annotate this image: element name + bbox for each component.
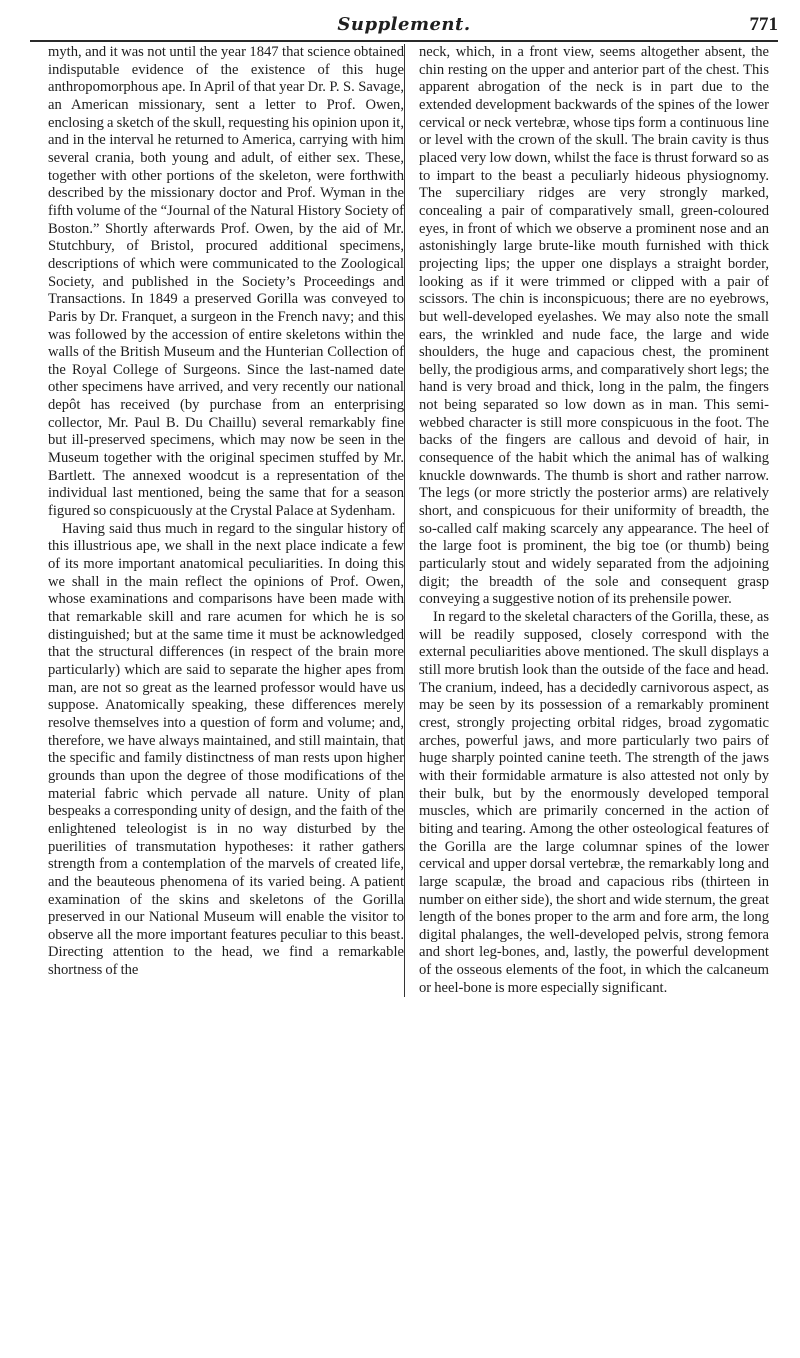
- header-rule: [30, 40, 778, 42]
- paragraph: neck, which, in a front view, seems altogether absent, the chin resting on the upper and anterior part of the chest. This apparent abrogation of the neck is in part due to the extended development backwards of the spines of the lower cervical or neck vertebræ, whose tips form a continuous line or level with the crown of the skull. The brain cavity is thus placed very low down, whilst the face is thrust forward so as to impart to the beast a peculiarly hideous physiognomy. The superciliary ridges are very strongly marked, concealing a pair of comparatively small, green-coloured eyes, in front of which we observe a prominent nose and an astonishingly large brute-like mouth furnished with thick projecting lips; the upper one displays a straight border, looking as if it were trimmed or clipped with a pair of scissors. The chin is inconspicuous; there are no eyebrows, but well-developed eyelashes. We may also note the small ears, the wrinkled and nude face, the large and wide shoulders, the huge and capacious chest, the prominent belly, the prodigious arms, and comparatively short legs; the hand is very broad and thick, long in the palm, the fingers not being separated so low down as in man. This semi-webbed character is still more conspicuous in the foot. The backs of the fingers are callous and devoid of hair, in consequence of the habit which the animal has of walking knuckle downwards. The thumb is short and rather narrow. The legs (or more strictly the posterior arms) are relatively short, and conspicuous for their uniformity of breadth, the so-called calf making scarcely any appearance. The heel of the large foot is prominent, the big toe (or thumb) being particularly stout and widely separated from the adjoining digit; the breadth of the sole and consequent grasp conveying a suggestive notion of its prehensile power.: [419, 44, 769, 608]
- paragraph: In regard to the skeletal characters of the Gorilla, these, as will be readily supposed, closely correspond with the external peculiarities above mentioned. The skull displays a still more brutish look than the outside of the face and head. The cranium, indeed, has a decidedly carnivorous aspect, as may be seen by its possession of a remarkably prominent crest, strongly projecting orbital ridges, broad zygomatic arches, powerful jaws, and more particularly two pairs of huge sharply pointed canine teeth. The strength of the jaws with their formidable armature is also attested not only by their bulk, but by the enormously developed temporal muscles, which are primarily concerned in the action of biting and tearing. Among the other osteological features of the Gorilla are the large columnar spines of the lower cervical and upper dorsal vertebræ, the remarkably long and large scapulæ, the broad and capacious ribs (thirteen in number on either side), the short and wide sternum, the great length of the bones proper to the arm and fore arm, the long digital phalanges, the well-developed pelvis, strong femora and short leg-bones, and, lastly, the powerful development of the osseous elements of the foot, in which the calcaneum or heel-bone is more especially significant.: [419, 609, 769, 996]
- paragraph: Having said thus much in regard to the singular history of this illustrious ape, we shall in the next place indicate a few of its more important anatomical peculiarities. In doing this we shall in the main reflect the opinions of Prof. Owen, whose examinations and comparisons have been made with that remarkable skill and rare acumen for which he is so distinguished; but at the same time it must be acknowledged that the structural differences (in respect of the brain more particularly) which are said to separate the higher apes from man, are not so great as the learned professor would have us suppose. Anatomically speaking, these differences merely resolve themselves into a question of form and volume; and, therefore, we have always maintained, and still maintain, that the specific and family distinctness of man rests upon higher grounds than upon the degree of those modifications of the material fabric which pervade all nature. Unity of plan bespeaks a corresponding unity of design, and the faith of the enlightened teleologist is in no way disturbed by the puerilities of transmutation hypotheses: it rather gathers strength from a contemplation of the marvels of created life, and the beauteous phenomena of its varied being. A patient examination of the skins and skeletons of the Gorilla preserved in our National Museum will enable the visitor to observe all the more important features peculiar to this beast. Directing attention to the head, we find a remarkable shortness of the: [48, 520, 404, 979]
- paragraph: myth, and it was not until the year 1847 that science obtained indisputable evidence of the existence of this huge anthropomorphous ape. In April of that year Dr. P. S. Savage, an American missionary, sent a letter to Prof. Owen, enclosing a sketch of the skull, requesting his opinion upon it, and in the interval he returned to America, carrying with him several crania, both young and adult, of either sex. These, together with other portions of the skeleton, were forthwith described by the missionary doctor and Prof. Wyman in the fifth volume of the “Journal of the Natural History Society of Boston.” Shortly afterwards Prof. Owen, by the aid of Mr. Stutchbury, of Bristol, procured additional specimens, descriptions of which were communicated to the Zoological Society, and published in the Society’s Proceedings and Transactions. In 1849 a preserved Gorilla was conveyed to Paris by Dr. Franquet, a surgeon in the French navy; and this was followed by the accession of entire skeletons within the walls of the British Museum and the Hunterian Collection of the Royal College of Surgeons. Since the last-named date other specimens have arrived, and very recently our national depôt has received (by purchase from an enterprising collector, Mr. Paul B. Du Chaillu) several remarkably fine but ill-preserved specimens, which may now be seen in the Museum together with the original specimen stuffed by Mr. Bartlett. The annexed woodcut is a representation of the individual last mentioned, being the same that for a season figured so conspicuously at the Crystal Palace at Sydenham.: [48, 44, 404, 520]
- right-column: [404, 44, 769, 997]
- left-column: [48, 44, 404, 980]
- running-head: Supplement.: [337, 14, 471, 35]
- page-number: 771: [749, 14, 778, 35]
